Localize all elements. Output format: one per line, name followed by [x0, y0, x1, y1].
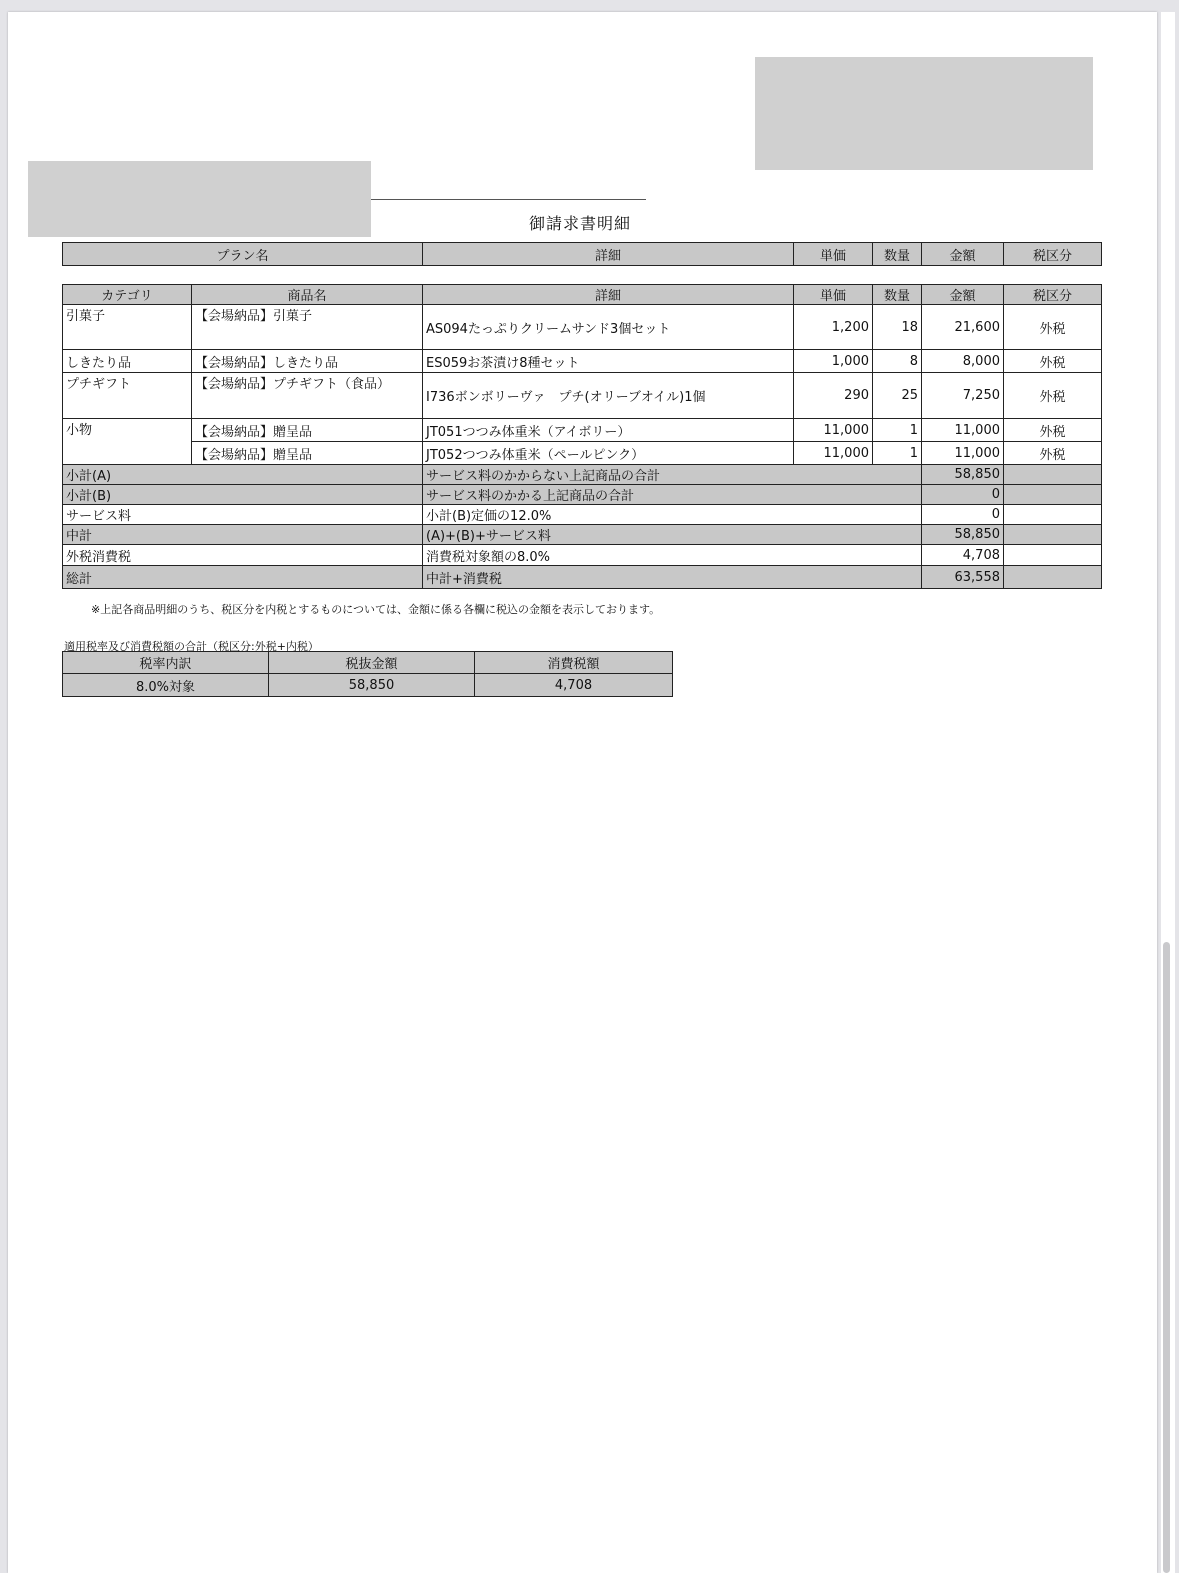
- summary-row-grand-total: [63, 566, 1102, 589]
- item-amount: 11,000: [922, 442, 1004, 465]
- redacted-recipient-block: [28, 161, 371, 237]
- item-detail: AS094たっぷりクリームサンド3個セット: [423, 305, 794, 350]
- detail-header: 詳細: [423, 285, 794, 305]
- item-qty: 1: [873, 442, 922, 465]
- summary-amount: 0: [922, 505, 1004, 525]
- tax-rate-row: [63, 674, 673, 697]
- scrollbar-thumb[interactable]: [1163, 942, 1170, 1573]
- item-amount: 7,250: [922, 373, 1004, 419]
- item-product: 【会場納品】引菓子: [192, 305, 423, 350]
- item-detail: I736ボンボリーヴァ プチ(オリーブオイル)1個: [423, 373, 794, 419]
- summary-row-consumption-tax: [63, 545, 1102, 566]
- item-amount: 11,000: [922, 419, 1004, 442]
- document-title: 御請求書明細: [528, 214, 631, 233]
- table-row: [63, 305, 1102, 350]
- item-product: 【会場納品】プチギフト（食品）: [192, 373, 423, 419]
- summary-amount: 0: [922, 485, 1004, 505]
- item-qty: 18: [873, 305, 922, 350]
- item-tax-type: 外税: [1004, 373, 1102, 419]
- summary-amount: 63,558: [922, 566, 1004, 589]
- item-unit-price: 11,000: [794, 419, 873, 442]
- summary-label: 外税消費税: [63, 545, 423, 566]
- table-row: [63, 419, 1102, 442]
- qty-header: 数量: [873, 285, 922, 305]
- item-detail: ES059お茶漬け8種セット: [423, 350, 794, 373]
- item-qty: 1: [873, 419, 922, 442]
- item-category: しきたり品: [63, 350, 192, 373]
- plan-detail-header: 詳細: [423, 243, 794, 266]
- plan-header-row: [63, 243, 1102, 266]
- category-header: カテゴリ: [63, 285, 192, 305]
- redacted-company-block: [755, 57, 1093, 170]
- summary-row-subtotal-a: [63, 465, 1102, 485]
- item-tax-type: 外税: [1004, 419, 1102, 442]
- item-unit-price: 11,000: [794, 442, 873, 465]
- summary-label: サービス料: [63, 505, 423, 525]
- summary-detail: (A)+(B)+サービス料: [423, 525, 922, 545]
- recipient-underline: [371, 199, 646, 200]
- tax-excluded-value: 58,850: [269, 674, 475, 697]
- item-tax-type: 外税: [1004, 350, 1102, 373]
- item-amount: 8,000: [922, 350, 1004, 373]
- summary-blank: [1004, 485, 1102, 505]
- plan-name-header: プラン名: [63, 243, 423, 266]
- amount-header: 金額: [922, 285, 1004, 305]
- item-qty: 25: [873, 373, 922, 419]
- summary-detail: サービス料のかからない上記商品の合計: [423, 465, 922, 485]
- table-row: [63, 373, 1102, 419]
- product-header: 商品名: [192, 285, 423, 305]
- tax-rate-header: 税率内訳: [63, 652, 269, 674]
- item-category: 引菓子: [63, 305, 192, 350]
- plan-amount-header: 金額: [922, 243, 1004, 266]
- tax-excluded-header: 税抜金額: [269, 652, 475, 674]
- tax-rate-value: 8.0%対象: [63, 674, 269, 697]
- item-qty: 8: [873, 350, 922, 373]
- summary-label: 小計(A): [63, 465, 423, 485]
- tax-note: ※上記各商品明細のうち、税区分を内税とするものについては、金額に係る各欄に税込の金額を表示しております。: [91, 603, 661, 616]
- tax-type-header: 税区分: [1004, 285, 1102, 305]
- summary-detail: 消費税対象額の8.0%: [423, 545, 922, 566]
- item-product: 【会場納品】しきたり品: [192, 350, 423, 373]
- plan-unit-price-header: 単価: [794, 243, 873, 266]
- plan-tax-type-header: 税区分: [1004, 243, 1102, 266]
- summary-blank: [1004, 465, 1102, 485]
- tax-amount-header: 消費税額: [475, 652, 673, 674]
- summary-row-midtotal: [63, 525, 1102, 545]
- tax-rate-header-row: [63, 652, 673, 674]
- unit-price-header: 単価: [794, 285, 873, 305]
- summary-amount: 58,850: [922, 465, 1004, 485]
- item-detail: JT051つつみ体重米（アイボリー）: [423, 419, 794, 442]
- summary-detail: 中計+消費税: [423, 566, 922, 589]
- item-product: 【会場納品】贈呈品: [192, 419, 423, 442]
- summary-amount: 4,708: [922, 545, 1004, 566]
- item-amount: 21,600: [922, 305, 1004, 350]
- items-table: [62, 284, 1102, 589]
- item-unit-price: 1,000: [794, 350, 873, 373]
- summary-label: 中計: [63, 525, 423, 545]
- table-row: [63, 442, 1102, 465]
- summary-row-service-fee: [63, 505, 1102, 525]
- summary-label: 総計: [63, 566, 423, 589]
- summary-blank: [1004, 566, 1102, 589]
- summary-label: 小計(B): [63, 485, 423, 505]
- plan-qty-header: 数量: [873, 243, 922, 266]
- item-unit-price: 1,200: [794, 305, 873, 350]
- summary-blank: [1004, 505, 1102, 525]
- tax-table-caption: 適用税率及び消費税額の合計（税区分:外税+内税）: [64, 640, 319, 653]
- item-tax-type: 外税: [1004, 442, 1102, 465]
- item-category: プチギフト: [63, 373, 192, 419]
- table-row: [63, 350, 1102, 373]
- summary-row-subtotal-b: [63, 485, 1102, 505]
- items-header-row: [63, 285, 1102, 305]
- summary-detail: 小計(B)定価の12.0%: [423, 505, 922, 525]
- item-detail: JT052つつみ体重米（ペールピンク）: [423, 442, 794, 465]
- tax-rate-table: [62, 651, 673, 697]
- plan-table: [62, 242, 1102, 266]
- item-unit-price: 290: [794, 373, 873, 419]
- summary-blank: [1004, 525, 1102, 545]
- summary-blank: [1004, 545, 1102, 566]
- item-product: 【会場納品】贈呈品: [192, 442, 423, 465]
- item-tax-type: 外税: [1004, 305, 1102, 350]
- summary-detail: サービス料のかかる上記商品の合計: [423, 485, 922, 505]
- summary-amount: 58,850: [922, 525, 1004, 545]
- tax-amount-value: 4,708: [475, 674, 673, 697]
- item-category: 小物: [63, 419, 192, 465]
